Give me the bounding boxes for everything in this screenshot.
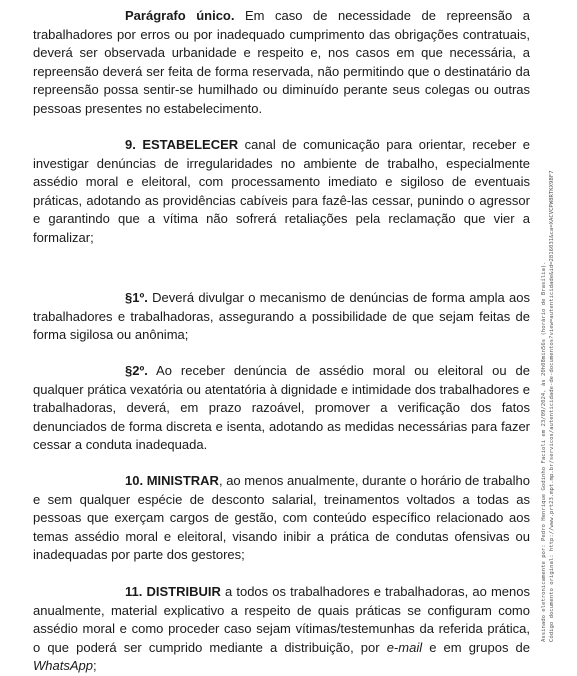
clause-9 [33, 136, 530, 248]
clause-10 [33, 472, 530, 565]
clause-text: canal de comunicação para orientar, receber e investigar denúncias de irregularidades no ambiente de trabalho, especialmente assédio moral e eleitoral, com processamento imediato e sigiloso de eventuais práticas, adotando as providências cabíveis para fazê-las cessar, punindo o agressor e garantindo que a vítima não sofrerá retaliações pela reclamação que vier a formalizar; [33, 137, 530, 245]
clause-text: , ao menos anualmente, durante o horário de trabalho e sem qualquer espécie de desconto salarial, treinamentos voltados a todas as pessoas que exerçam cargos de gestão, com conteúdo específico relacionado aos temas assédio moral e eleitoral, visando inibir a prática de condutas ofensivas ou inadequadas por parte dos gestores; [33, 473, 530, 563]
signature-stamp-line: Código documento original: http://www.prt23.mpt.mp.br/servicos/autenticidade-de-documentos?view=autenticidade&id=2816031&ca=XACVCPW8RTKX9BF7 [549, 170, 555, 642]
clause-lead: 9. ESTABELECER [125, 137, 239, 152]
clause-lead: 11. DISTRIBUIR [125, 584, 221, 599]
section-lead: §1º. [125, 290, 148, 305]
paragraph-sole [33, 7, 530, 119]
clause-9-section-2 [33, 362, 530, 455]
clause-11 [33, 583, 530, 676]
clause-italic-term: e-mail [386, 639, 423, 655]
clause-italic-term: WhatsApp [33, 658, 93, 674]
clause-9-section-1 [33, 289, 530, 345]
section-text: Deverá divulgar o mecanismo de denúncias de forma ampla aos trabalhadores e trabalhadoras, assegurando a possibilidade de que sejam feitas de forma sigilosa ou anônima; [33, 290, 530, 343]
signature-stamp-text [540, 2, 570, 642]
clause-text: e em grupos de [422, 639, 531, 655]
paragraph-lead: Parágrafo único. [125, 8, 235, 23]
section-lead: §2º. [125, 363, 148, 378]
signature-stamp [540, 12, 570, 652]
paragraph-text: Em caso de necessidade de repreensão a trabalhadores por erros ou por inadequado cumprimento das obrigações contratuais, deverá ser observada urbanidade e respeito e, nos casos em que necessária, a repreensão deverá ser feita de forma reservada, não permitindo que o destinatário da repreensão possa sentir-se humilhado ou diminuído perante seus colegas ou outras pessoas presentes no estabelecimento. [33, 8, 530, 116]
clause-text: a todos os trabalhadores e trabalhadoras, ao menos anualmente, material explicativo a respeito de quais práticas se configuram como assédio moral e como proceder caso sejam vítimas/testemunhas da referida prática, o que poderá ser cumprido mediante a distribuição, por [33, 584, 530, 655]
signature-stamp-line: Assinado eletronicamente por: Pedro Henrique Godinho Facioli em 23/09/2024, às 20h08min56s (horário de Brasília). [541, 261, 547, 642]
section-text: Ao receber denúncia de assédio moral ou eleitoral ou de qualquer prática vexatória ou atentatória à dignidade e intimidade dos trabalhadores e trabalhadoras, deverá, em prazo razoável, promover a verificação dos fatos denunciados de forma discreta e isenta, adotando as medidas necessárias para fazer cessar a conduta inadequada. [33, 363, 530, 453]
clause-lead: 10. MINISTRAR [125, 473, 219, 488]
clause-text: ; [92, 658, 97, 674]
